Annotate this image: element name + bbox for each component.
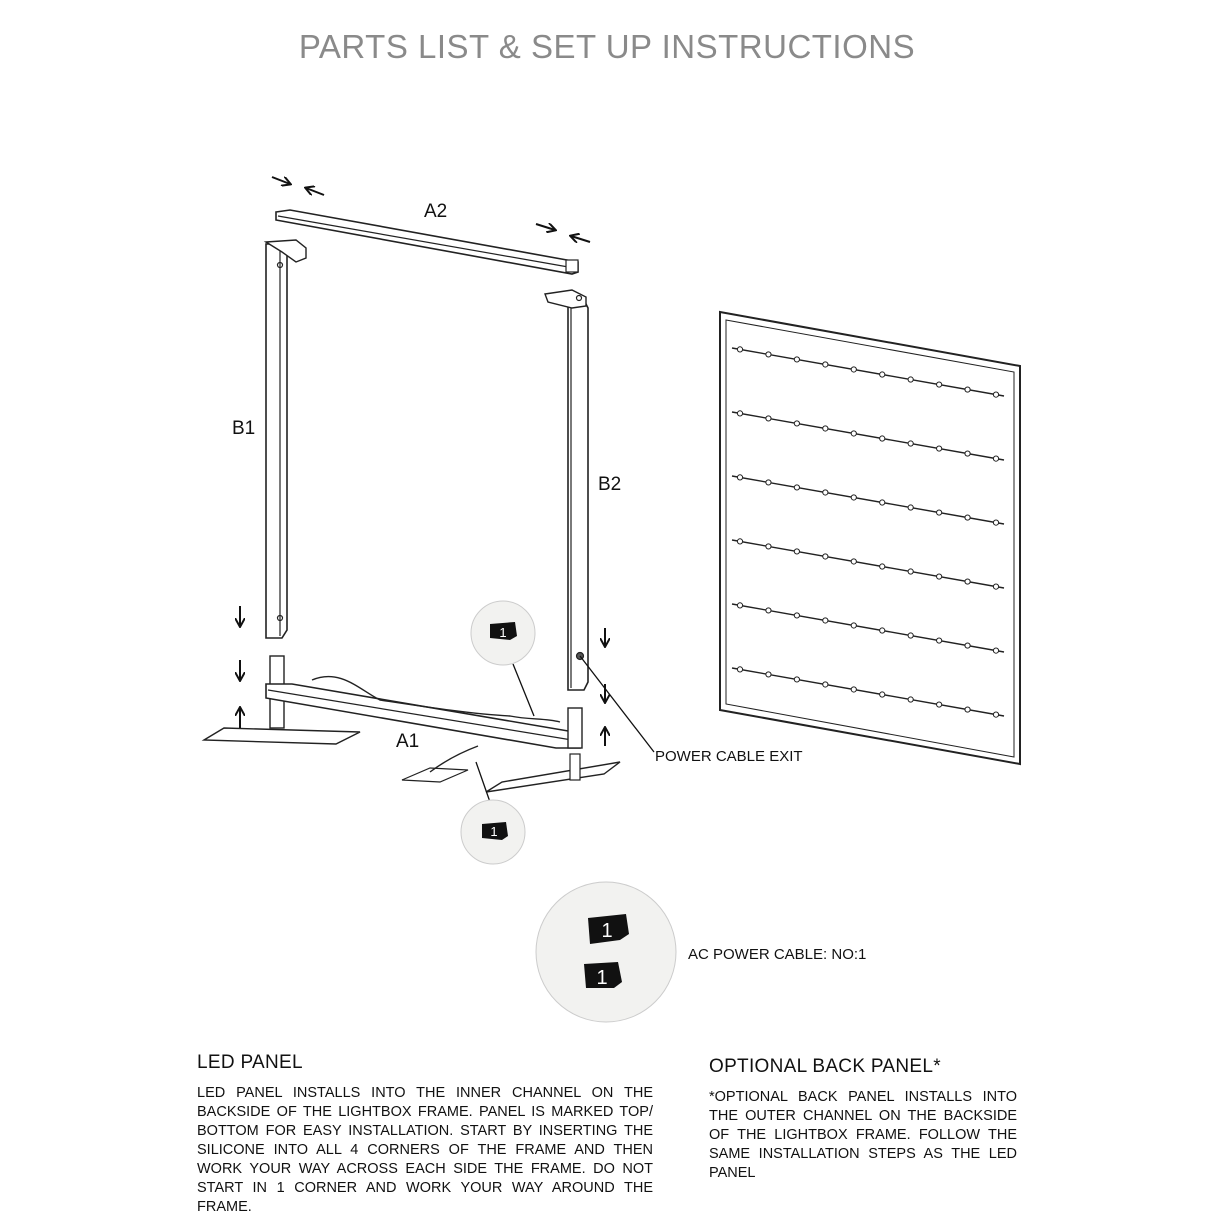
- led-bulb: [794, 677, 799, 682]
- led-bulb: [908, 441, 913, 446]
- label-power-cable-exit: POWER CABLE EXIT: [655, 748, 803, 765]
- led-bulb: [965, 579, 970, 584]
- led-bulb: [851, 623, 856, 628]
- led-bulb: [880, 436, 885, 441]
- led-panel-heading: LED PANEL: [197, 1052, 303, 1073]
- led-bulb: [908, 377, 913, 382]
- led-bulb: [851, 367, 856, 372]
- led-bulb: [737, 603, 742, 608]
- led-bulb: [937, 702, 942, 707]
- led-bulb: [766, 352, 771, 357]
- left-post-b1: [266, 240, 306, 638]
- led-bulb: [766, 672, 771, 677]
- tag-number: 1: [490, 824, 498, 839]
- bottom-rail-a1: [204, 656, 620, 792]
- led-bulb: [965, 451, 970, 456]
- led-bulb: [993, 584, 998, 589]
- page-title: PARTS LIST & SET UP INSTRUCTIONS: [298, 28, 916, 65]
- led-bulb: [937, 382, 942, 387]
- label-b2: B2: [598, 474, 622, 495]
- led-bulb: [737, 347, 742, 352]
- led-bulb: [880, 628, 885, 633]
- led-bulb: [993, 712, 998, 717]
- led-bulb: [937, 638, 942, 643]
- led-bulb: [851, 431, 856, 436]
- tag-number: 1: [596, 967, 608, 989]
- led-bulb: [823, 426, 828, 431]
- label-ac-power-cable: AC POWER CABLE: NO:1: [688, 946, 867, 963]
- tag-number: 1: [601, 920, 613, 942]
- label-a2: A2: [424, 201, 448, 222]
- led-bulb: [937, 446, 942, 451]
- led-bulb: [794, 549, 799, 554]
- led-bulb: [880, 564, 885, 569]
- led-bulb: [766, 608, 771, 613]
- led-bulb: [908, 697, 913, 702]
- led-bulb: [993, 456, 998, 461]
- led-bulb: [937, 510, 942, 515]
- led-panel-text: LED PANEL INSTALLS INTO THE INNER CHANNEL ON THE BACKSIDE OF THE LIGHTBOX FRAME. PANEL IS MARKED TOP/ BOTTOM FOR EASY INSTALLATION. START BY INSERTING THE SILICONE INTO ALL 4 CORNERS OF THE FRAME AND THEN WORK YOUR WAY ACROSS EACH SIDE THE FRAME. DO NOT START IN 1 CORNER AND WORK YOUR WAY AROUND THE FRAME.: [197, 1085, 653, 1215]
- led-bulb: [851, 687, 856, 692]
- label-a1: A1: [396, 731, 420, 752]
- led-bulb: [908, 505, 913, 510]
- led-bulb: [965, 707, 970, 712]
- led-bulb: [880, 692, 885, 697]
- led-bulb: [766, 480, 771, 485]
- led-bulb: [737, 411, 742, 416]
- led-bulb: [851, 559, 856, 564]
- label-b1: B1: [232, 418, 256, 439]
- tag-number: 1: [499, 625, 507, 640]
- led-bulb: [965, 643, 970, 648]
- back-panel-section: [709, 1056, 1017, 1183]
- led-panel-section: [197, 1052, 653, 1217]
- led-bulb: [993, 520, 998, 525]
- callout-circle-bottom: [461, 800, 525, 864]
- led-bulb: [794, 613, 799, 618]
- callout-circle-top: [471, 601, 535, 665]
- back-panel-text: *OPTIONAL BACK PANEL INSTALLS INTO THE OUTER CHANNEL ON THE BACKSIDE OF THE LIGHTBOX FRAME. FOLLOW THE SAME INSTALLATION STEPS AS THE LED PANEL: [709, 1089, 1017, 1181]
- led-bulb: [766, 416, 771, 421]
- led-bulb: [908, 633, 913, 638]
- led-bulb: [737, 539, 742, 544]
- led-bulb: [794, 357, 799, 362]
- led-bulb: [823, 362, 828, 367]
- led-bulb: [937, 574, 942, 579]
- led-bulb: [880, 372, 885, 377]
- led-bulb: [766, 544, 771, 549]
- led-bulb: [794, 421, 799, 426]
- led-bulb: [737, 475, 742, 480]
- led-bulb: [993, 648, 998, 653]
- callout-circle-large: [536, 882, 676, 1022]
- led-bulb: [823, 682, 828, 687]
- led-bulb: [794, 485, 799, 490]
- led-bulb: [823, 490, 828, 495]
- back-panel-heading: OPTIONAL BACK PANEL*: [709, 1056, 941, 1077]
- right-post-b2: [545, 290, 588, 690]
- led-bulb: [880, 500, 885, 505]
- led-bulb: [851, 495, 856, 500]
- led-bulb: [965, 515, 970, 520]
- led-panel-drawing: [720, 312, 1020, 764]
- led-bulb: [908, 569, 913, 574]
- led-bulb: [993, 392, 998, 397]
- led-bulb: [737, 667, 742, 672]
- led-bulb: [823, 618, 828, 623]
- led-bulb: [965, 387, 970, 392]
- led-bulb: [823, 554, 828, 559]
